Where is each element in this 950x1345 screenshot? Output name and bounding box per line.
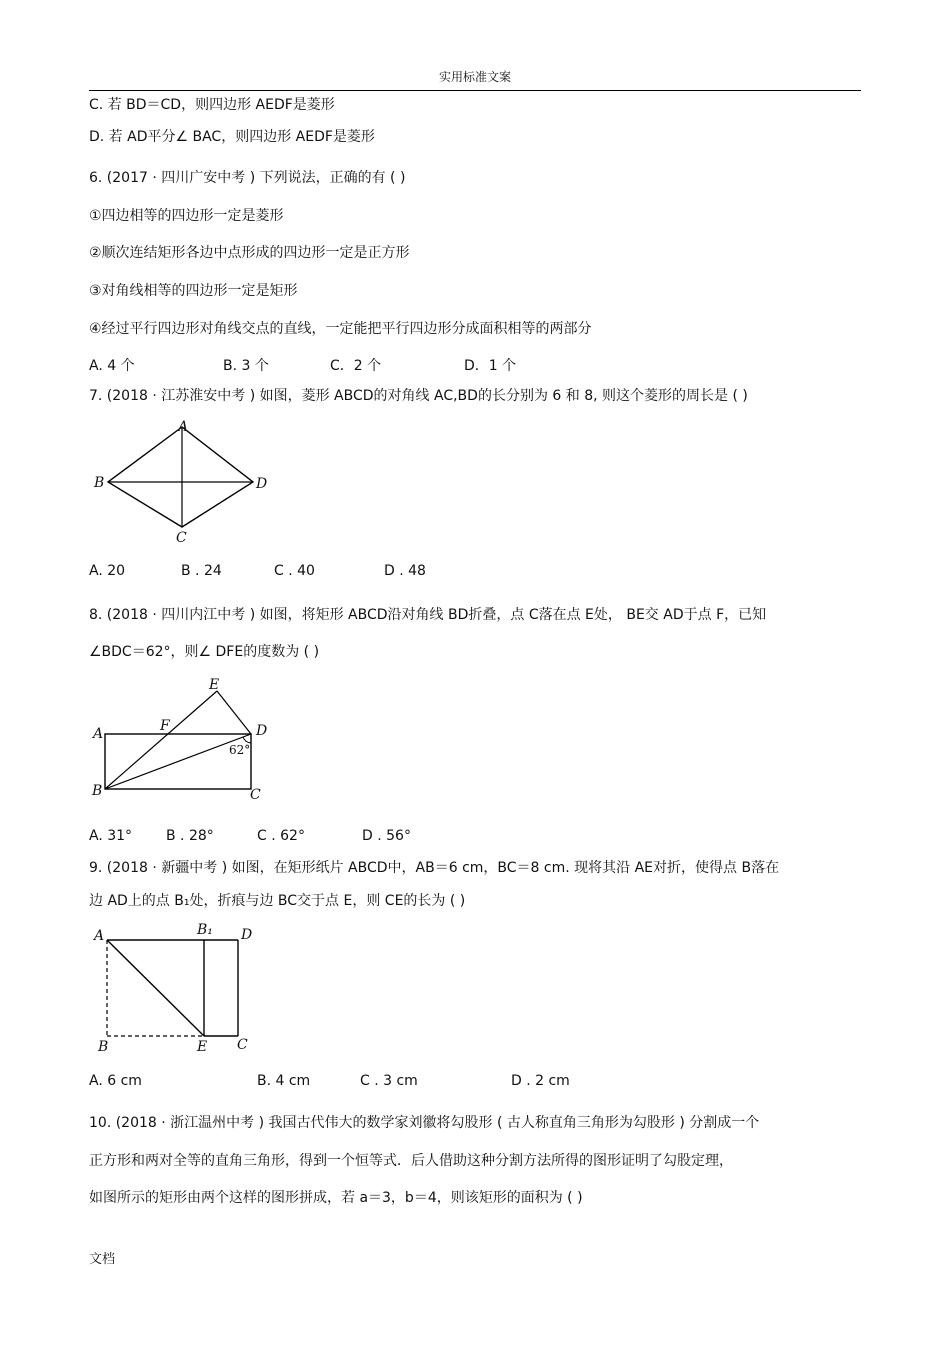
q9-label-e: E xyxy=(197,1039,208,1055)
q9-stem-line-1: 9. (2018 · 新疆中考 ) 如图，在矩形纸片 ABCD中，AB＝6 cm，BC＝8 cm. 现将其沿 AE对折，使得点 B落在 xyxy=(89,860,780,876)
q10-stem-line-3: 如图所示的矩形由两个这样的图形拼成，若 a＝3，b＝4，则该矩形的面积为 ( ) xyxy=(89,1190,583,1206)
q9-stem-line-2: 边 AD上的点 B₁处，折痕与边 BC交于点 E，则 CE的长为 ( ) xyxy=(89,893,466,909)
q8-label-e: E xyxy=(209,677,220,693)
q7-option-c: C . 40 xyxy=(274,563,315,579)
q6-option-b: B. 3 个 xyxy=(223,358,269,374)
q6-option-c: C．2 个 xyxy=(330,358,382,374)
q8-option-c: C . 62° xyxy=(257,828,305,844)
q7-option-d: D . 48 xyxy=(384,563,426,579)
q8-option-a: A. 31° xyxy=(89,828,133,844)
q6-option-d: D．1 个 xyxy=(464,358,517,374)
q6-option-a: A. 4 个 xyxy=(89,358,135,374)
page-footer-text: 文档 xyxy=(89,1252,116,1267)
q7-option-b: B . 24 xyxy=(181,563,222,579)
q8-option-b: B . 28° xyxy=(166,828,214,844)
q9-label-b: B xyxy=(98,1039,109,1055)
q10-stem-line-2: 正方形和两对全等的直角三角形，得到一个恒等式．后人借助这种分割方法所得的图形证明了勾股定理， xyxy=(89,1153,733,1169)
q8-option-d: D . 56° xyxy=(362,828,411,844)
q9-option-d: D . 2 cm xyxy=(511,1073,570,1089)
q9-option-c: C . 3 cm xyxy=(360,1073,418,1089)
q8-label-b: B xyxy=(92,783,103,799)
q7-stem: 7. (2018 · 江苏淮安中考 ) 如图，菱形 ABCD的对角线 AC,BD的长分别为 6 和 8, 则这个菱形的周长是 ( ) xyxy=(89,388,748,404)
q6-stem: 6. (2017 · 四川广安中考 ) 下列说法，正确的有 ( ) xyxy=(89,170,406,186)
q8-label-f: F xyxy=(160,718,170,734)
q8-label-c: C xyxy=(250,787,261,803)
q5-option-d: D. 若 AD平分∠ BAC，则四边形 AEDF是菱形 xyxy=(89,129,375,145)
q7-label-a: A xyxy=(178,419,189,435)
q8-angle-label: 62° xyxy=(229,743,251,757)
q8-rectangle-fold-figure xyxy=(90,678,280,803)
q6-statement-3: ③对角线相等的四边形一定是矩形 xyxy=(89,283,298,299)
q9-label-d: D xyxy=(241,927,253,943)
q7-option-a: A. 20 xyxy=(89,563,126,579)
page-header-title: 实用标准文案 xyxy=(438,70,511,84)
q5-option-c: C. 若 BD＝CD，则四边形 AEDF是菱形 xyxy=(89,97,335,113)
q7-rhombus-figure xyxy=(90,415,280,550)
q9-label-c: C xyxy=(237,1037,248,1053)
q9-option-a: A. 6 cm xyxy=(89,1073,142,1089)
q6-statement-1: ①四边相等的四边形一定是菱形 xyxy=(89,208,284,224)
q8-stem-line-2: ∠BDC＝62°，则∠ DFE的度数为 ( ) xyxy=(89,644,320,660)
q8-stem-line-1: 8. (2018 · 四川内江中考 ) 如图，将矩形 ABCD沿对角线 BD折叠，点 C落在点 E处， BE交 AD于点 F，已知 xyxy=(89,607,767,623)
q9-label-a: A xyxy=(94,928,105,944)
q8-label-d: D xyxy=(256,723,268,739)
q7-label-c: C xyxy=(176,530,187,546)
q9-paper-fold-figure xyxy=(90,920,270,1060)
q6-statement-2: ②顺次连结矩形各边中点形成的四边形一定是正方形 xyxy=(89,245,410,261)
q6-statement-4: ④经过平行四边形对角线交点的直线，一定能把平行四边形分成面积相等的两部分 xyxy=(89,321,592,337)
header-divider xyxy=(89,90,861,91)
q9-label-b1: B₁ xyxy=(197,922,213,938)
q10-stem-line-1: 10. (2018 · 浙江温州中考 ) 我国古代伟大的数学家刘徽将勾股形 ( 古人称直角三角形为勾股形 ) 分割成一个 xyxy=(89,1115,760,1131)
q7-label-d: D xyxy=(256,476,268,492)
q7-label-b: B xyxy=(94,475,105,491)
q8-label-a: A xyxy=(93,726,104,742)
q9-option-b: B. 4 cm xyxy=(257,1073,311,1089)
